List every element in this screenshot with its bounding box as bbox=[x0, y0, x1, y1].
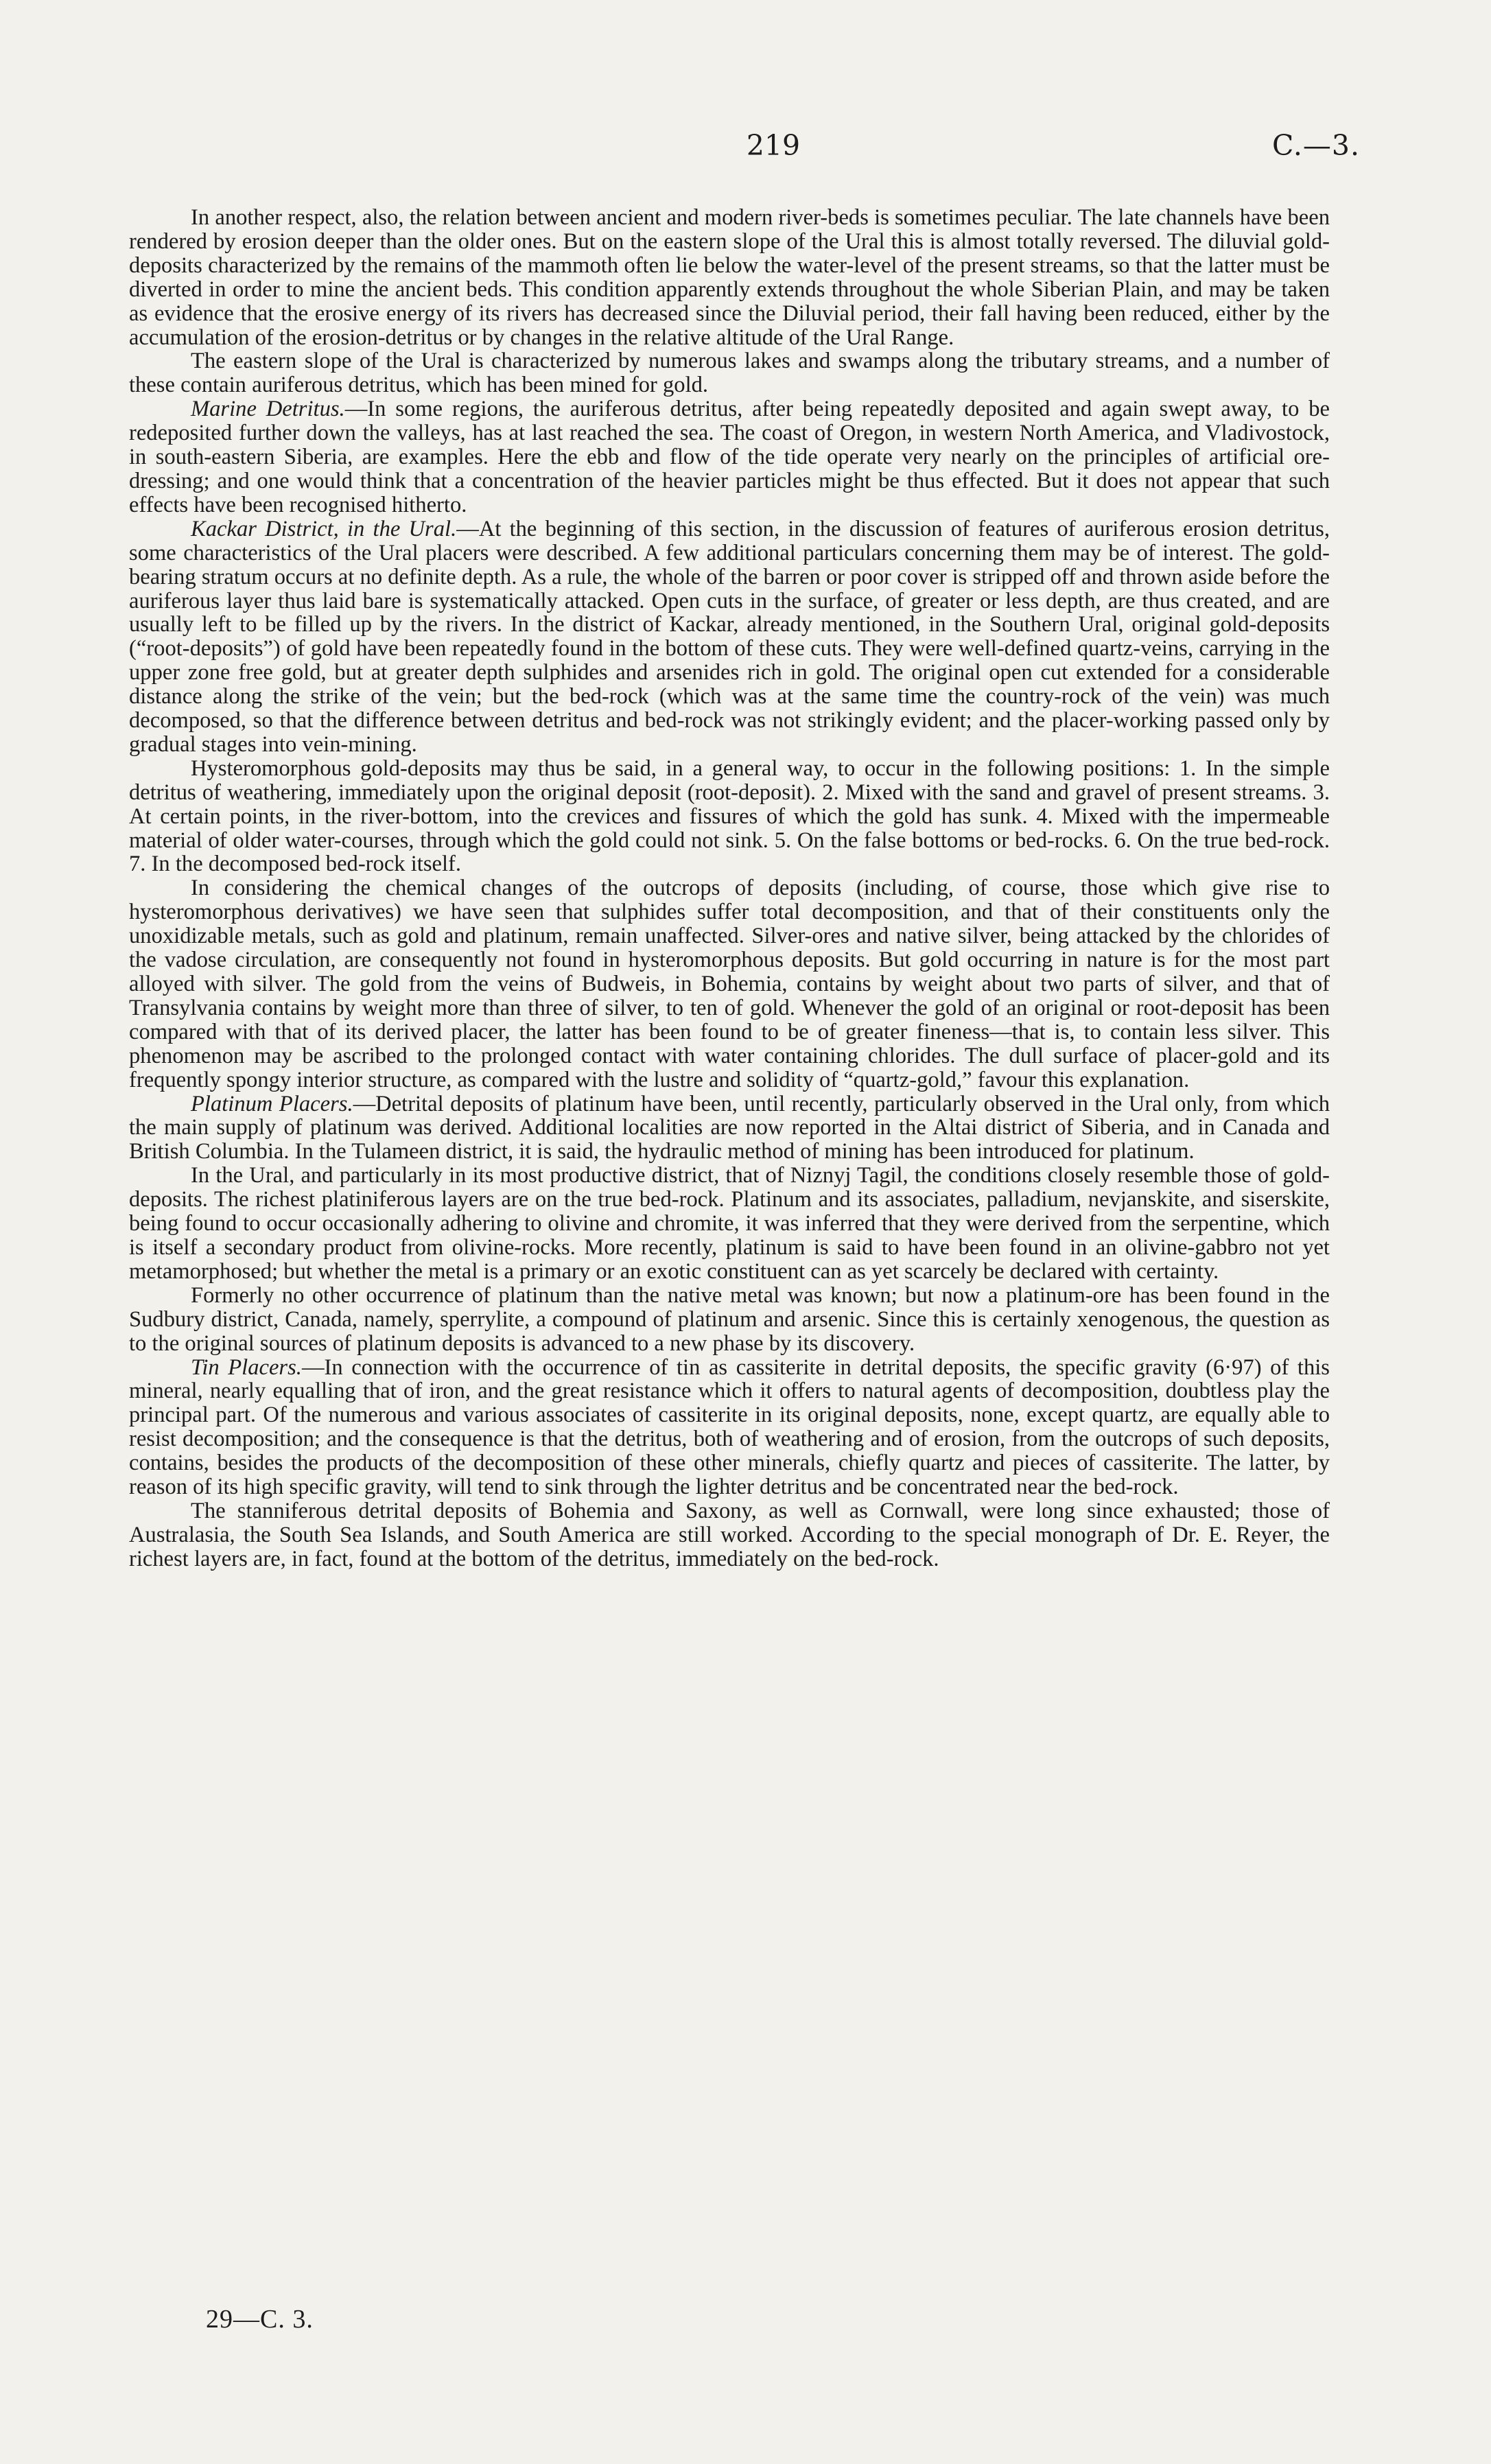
page-number: 219 bbox=[746, 129, 801, 162]
paragraph-kackar-district bbox=[129, 517, 1330, 757]
page-header bbox=[187, 129, 1360, 170]
paragraph-chemical-changes bbox=[129, 876, 1330, 1092]
paragraph-eastern-slope bbox=[129, 349, 1330, 397]
paragraph-hysteromorphous-positions bbox=[129, 757, 1330, 877]
document-reference: C.—3. bbox=[1271, 129, 1360, 162]
section-heading: Marine Detritus. bbox=[191, 397, 345, 422]
paragraph-platinum-placers bbox=[129, 1092, 1330, 1164]
paragraph-text: Formerly no other occurrence of platinum than the native metal was known; but now a platinum-ore has been found in the Sudbury district, Canada, namely, sperrylite, a compound of platinum and arsenic. Since this is certainly xenogenous, the question as to the original sources of platinum deposits is advanced to a new phase by its discovery. bbox=[129, 1282, 1330, 1356]
paragraph-text: —Detrital deposits of platinum have been, until recently, particularly observed in the Ural only, from which the main supply of platinum was derived. Additional localities are now reported in the Altai district of Siberia, and in Canada and British Columbia. In the Tulameen district, it is said, the hydraulic method of mining has been introduced for platinum. bbox=[129, 1091, 1330, 1164]
section-heading: Kackar District, in the Ural. bbox=[191, 516, 457, 541]
paragraph-text: In another respect, also, the relation between ancient and modern river-beds is sometimes peculiar. The late channels have been rendered by erosion deeper than the older ones. But on the eastern slope of the Ural this is almost totally reversed. The diluvial gold-deposits characterized by the remains of the mammoth often lie below the water-level of the present streams, so that the latter must be diverted in order to mine the ancient beds. This condition apparently extends throughout the whole Siberian Plain, and may be taken as evidence that the erosive energy of its rivers has decreased since the Diluvial period, their fall having been reduced, either by the accumulation of the erosion-detritus or by changes in the relative altitude of the Ural Range. bbox=[129, 205, 1330, 350]
paragraph-text: The eastern slope of the Ural is characterized by numerous lakes and swamps along the tributary streams, and a number of these contain auriferous detritus, which has been mined for gold. bbox=[129, 349, 1330, 398]
paragraph-text: In the Ural, and particularly in its most productive district, that of Niznyj Tagil, the conditions closely resemble those of gold-deposits. The richest platiniferous layers are on the true bed-rock. Platinum and its associates, palladium, nevjanskite, and siserskite, being found to occur occasionally adhering to olivine and chromite, it was inferred that they were derived from the serpentine, which is itself a secondary product from olivine-rocks. More recently, platinum is said to have been found in an olivine-gabbro not yet metamorphosed; but whether the metal is a primary or an exotic constituent can as yet scarcely be declared with certainty. bbox=[129, 1163, 1330, 1284]
paragraph-text: —In some regions, the auriferous detritus, after being repeatedly deposited and again swept away, to be redeposited further down the valleys, has at last reached the sea. The coast of Oregon, in western North America, and Vladivostock, in south-eastern Siberia, are examples. Here the ebb and flow of the tide operate very nearly on the principles of artificial ore-dressing; and one would think that a concentration of the heavier particles might be thus effected. But it does not appear that such effects have been recognised hitherto. bbox=[129, 397, 1330, 517]
body-text bbox=[129, 206, 1330, 1571]
paragraph-text: In considering the chemical changes of the outcrops of deposits (including, of course, those which give rise to hysteromorphous derivatives) we have seen that sulphides suffer total decomposition, and that of their constituents only the unoxidizable metals, such as gold and platinum, remain unaffected. Silver-ores and native silver, being attacked by the chlorides of the vadose circulation, are consequently not found in hysteromorphous deposits. But gold occurring in nature is for the most part alloyed with silver. The gold from the veins of Budweis, in Bohemia, contains by weight about two parts of silver, and that of Transylvania contains by weight more than three of silver, to ten of gold. Whenever the gold of an original or root-deposit has been compared with that of its derived placer, the latter has been found to be of greater fineness—that is, to contain less silver. This phenomenon may be ascribed to the prolonged contact with water containing chlorides. The dull surface of placer-gold and its frequently spongy interior structure, as compared with the lustre and solidity of “quartz-gold,” favour this explanation. bbox=[129, 876, 1330, 1092]
paragraph-tin-placers bbox=[129, 1356, 1330, 1499]
paragraph-text: —In connection with the occurrence of tin as cassiterite in detrital deposits, the specific gravity (6·97) of this mineral, nearly equalling that of iron, and the great resistance which it offers to natural agents of decomposition, doubtless play the principal part. Of the numerous and various associates of cassiterite in its original deposits, none, except quartz, are equally able to resist decomposition; and the consequence is that the detritus, both of weathering and of erosion, from the outcrops of such deposits, contains, besides the products of the decomposition of these other minerals, chiefly quartz and pieces of cassiterite. The latter, by reason of its high specific gravity, will tend to sink through the lighter detritus and be concentrated near the bed-rock. bbox=[129, 1354, 1330, 1500]
paragraph-niznyj-tagil bbox=[129, 1164, 1330, 1284]
paragraph-stanniferous-deposits bbox=[129, 1499, 1330, 1571]
paragraph-text: —At the beginning of this section, in the discussion of features of auriferous erosion detritus, some characteristics of the Ural placers were described. A few additional particulars concerning them may be of interest. The gold-bearing stratum occurs at no definite depth. As a rule, the whole of the barren or poor cover is stripped off and thrown aside before the auriferous layer thus laid bare is systematically attacked. Open cuts in the surface, of greater or less depth, are thus created, and are usually left to be filled up by the rivers. In the district of Kackar, already mentioned, in the Southern Ural, original gold-deposits (“root-deposits”) of gold have been repeatedly found in the bottom of these cuts. They were well-defined quartz-veins, carrying in the upper zone free gold, but at greater depth sulphides and arsenides rich in gold. The original open cut extended for a considerable distance along the strike of the vein; but the bed-rock (which was at the same time the country-rock of the vein) was much decomposed, so that the difference between detritus and bed-rock was not strikingly evident; and the placer-working passed only by gradual stages into vein-mining. bbox=[129, 516, 1330, 757]
section-heading: Platinum Placers. bbox=[191, 1091, 353, 1116]
paragraph-river-beds bbox=[129, 206, 1330, 349]
section-heading: Tin Placers. bbox=[191, 1354, 302, 1380]
paragraph-text: Hysteromorphous gold-deposits may thus be said, in a general way, to occur in the following positions: 1. In the simple detritus of weathering, immediately upon the original deposit (root-deposit). 2. Mixed with the sand and gravel of present streams. 3. At certain points, in the river-bottom, into the crevices and fissures of which the gold has sunk. 4. Mixed with the impermeable material of older water-courses, through which the gold could not sink. 5. On the false bottoms or bed-rocks. 6. On the true bed-rock. 7. In the decomposed bed-rock itself. bbox=[129, 755, 1330, 877]
paragraph-sperrylite bbox=[129, 1284, 1330, 1356]
paragraph-marine-detritus bbox=[129, 397, 1330, 517]
printer-signature: 29—C. 3. bbox=[206, 2305, 314, 2334]
paragraph-text: The stanniferous detrital deposits of Bohemia and Saxony, as well as Cornwall, were long since exhausted; those of Australasia, the South Sea Islands, and South America are still worked. According to the special monograph of Dr. E. Reyer, the richest layers are, in fact, found at the bottom of the detritus, immediately on the bed-rock. bbox=[129, 1498, 1330, 1571]
